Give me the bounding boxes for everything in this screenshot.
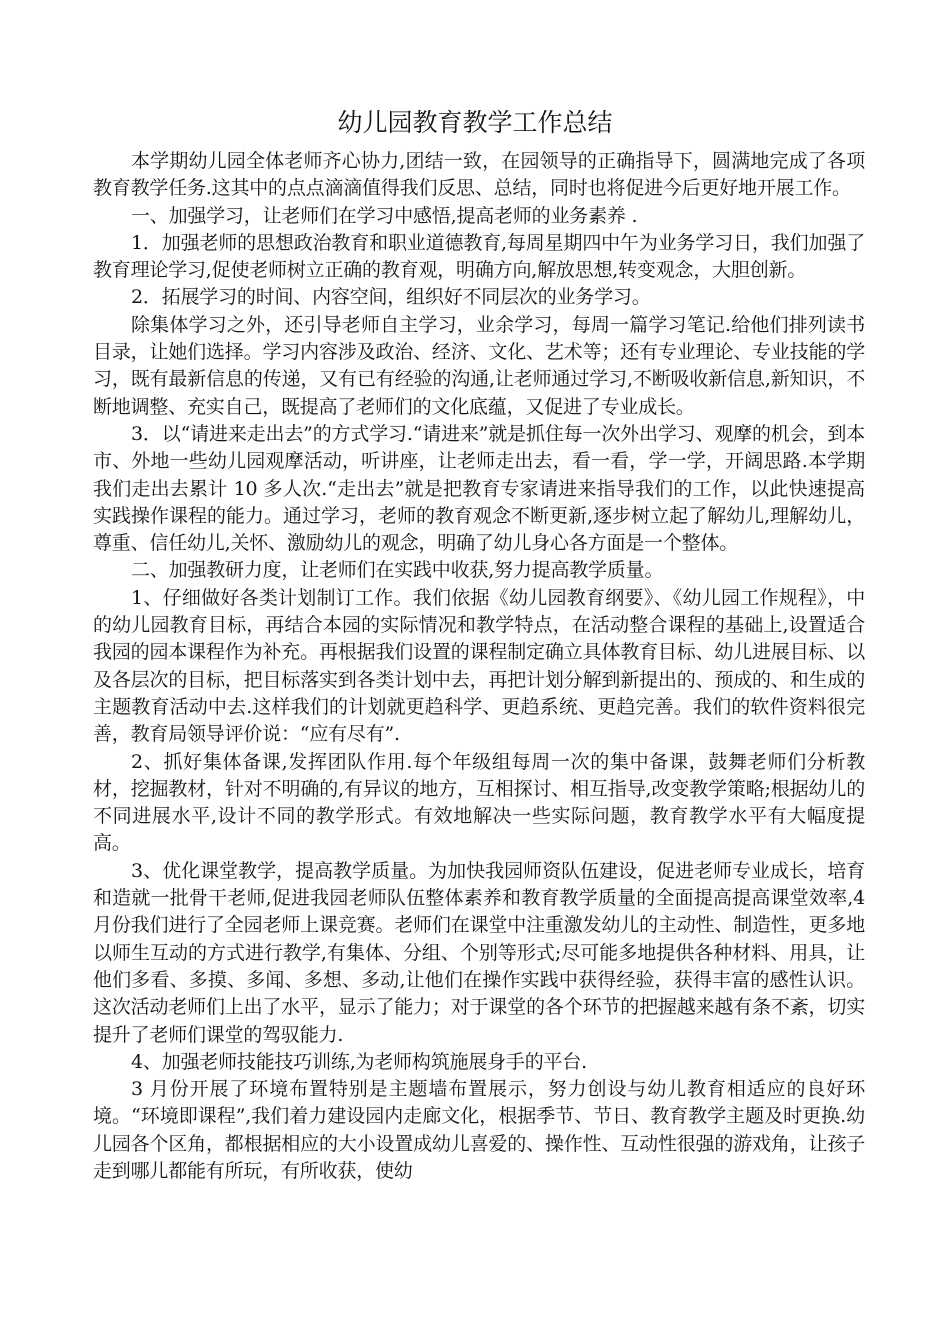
paragraph: 3．以“请进来走出去”的方式学习.“请进来”就是抓住每一次外出学习、观摩的机会，到本市、外地一些幼儿园观摩活动，听讲座，让老师走出去，看一看，学一学，开阔思路.本学期我们走出去累计 10 多人次.“走出去”就是把教育专家请进来指导我们的工作，以此快速提高实践操作课程的能力。通过学习，老师的教育观念不断更新,逐步树立起了解幼儿,理解幼儿，尊重、信任幼儿,关怀、激励幼儿的观念，明确了幼儿身心各方面是一个整体。 [93,422,865,555]
paragraph: 1、仔细做好各类计划制订工作。我们依据《幼儿园教育纲要》、《幼儿园工作规程》，中的幼儿园教育目标，再结合本园的实际情况和教学特点，在活动整合课程的基础上,设置适合我园的园本课程作为补充。再根据我们设置的课程制定确立具体教育目标、幼儿进展目标、以及各层次的目标，把目标落实到各类计划中去，再把计划分解到新提出的、预成的、和生成的主题教育活动中去.这样我们的计划就更趋科学、更趋系统、更趋完善。我们的软件资料很完善，教育局领导评价说：“应有尽有”. [93,586,865,746]
paragraph: 4、加强老师技能技巧训练,为老师构筑施展身手的平台. [131,1050,587,1073]
document-body [93,148,865,1185]
paragraph: 2．拓展学习的时间、内容空间，组织好不同层次的业务学习。 [131,286,651,309]
paragraph: 3 月份开展了环境布置特别是主题墙布置展示，努力创设与幼儿教育相适应的良好环境。“环境即课程”,我们着力建设园内走廊文化，根据季节、节日、教育教学主题及时更换.幼儿园各个区角，都根据相应的大小设置成幼儿喜爱的、操作性、互动性很强的游戏角，让孩子走到哪儿都能有所玩，有所收获，使幼 [93,1078,865,1182]
paragraph: 2、抓好集体备课,发挥团队作用.每个年级组每周一次的集中备课，鼓舞老师们分析教材，挖掘教材，针对不明确的,有异议的地方，互相探讨、相互指导,改变教学策略;根据幼儿的不同进展水平,设计不同的教学形式。有效地解决一些实际问题，教育教学水平有大幅度提高。 [93,750,865,855]
paragraph: 二、加强教研力度，让老师们在实践中收获,努力提高教学质量。 [131,559,664,582]
paragraph: 除集体学习之外，还引导老师自主学习，业余学习，每周一篇学习笔记.给他们排列读书目录，让她们选择。学习内容涉及政治、经济、文化、艺术等；还有专业理论、专业技能的学习，既有最新信息的传递，又有已有经验的沟通,让老师通过学习,不断吸收新信息,新知识，不断地调整、充实自己，既提高了老师们的文化底蕴，又促进了专业成长。 [93,313,865,418]
paragraph: 3、优化课堂教学，提高教学质量。为加快我园师资队伍建设，促进老师专业成长，培育和造就一批骨干老师,促进我园老师队伍整体素养和教育教学质量的全面提高提高课堂效率,4 月份我们进行了全园老师上课竞赛。老师们在课堂中注重激发幼儿的主动性、制造性，更多地以师生互动的方式进行教学,有集体、分组、个别等形式;尽可能多地提供各种材料、用具，让他们多看、多摸、多闻、多想、多动,让他们在操作实践中获得经验，获得丰富的感性认识。这次活动老师们上出了水平，显示了能力；对于课堂的各个环节的把握越来越有条不紊，切实提升了老师们课堂的驾驭能力. [93,859,865,1046]
paragraph: 一、加强学习，让老师们在学习中感悟,提高老师的业务素养 . [131,204,638,227]
paragraph: 1．加强老师的思想政治教育和职业道德教育,每周星期四中午为业务学习日，我们加强了教育理论学习,促使老师树立正确的教育观，明确方向,解放思想,转变观念，大胆创新。 [93,231,865,282]
document-title: 幼儿园教育教学工作总结 [337,108,613,137]
paragraph: 本学期幼儿园全体老师齐心协力,团结一致，在园领导的正确指导下，圆满地完成了各项教育教学任务.这其中的点点滴滴值得我们反思、总结，同时也将促进今后更好地开展工作。 [93,150,865,200]
